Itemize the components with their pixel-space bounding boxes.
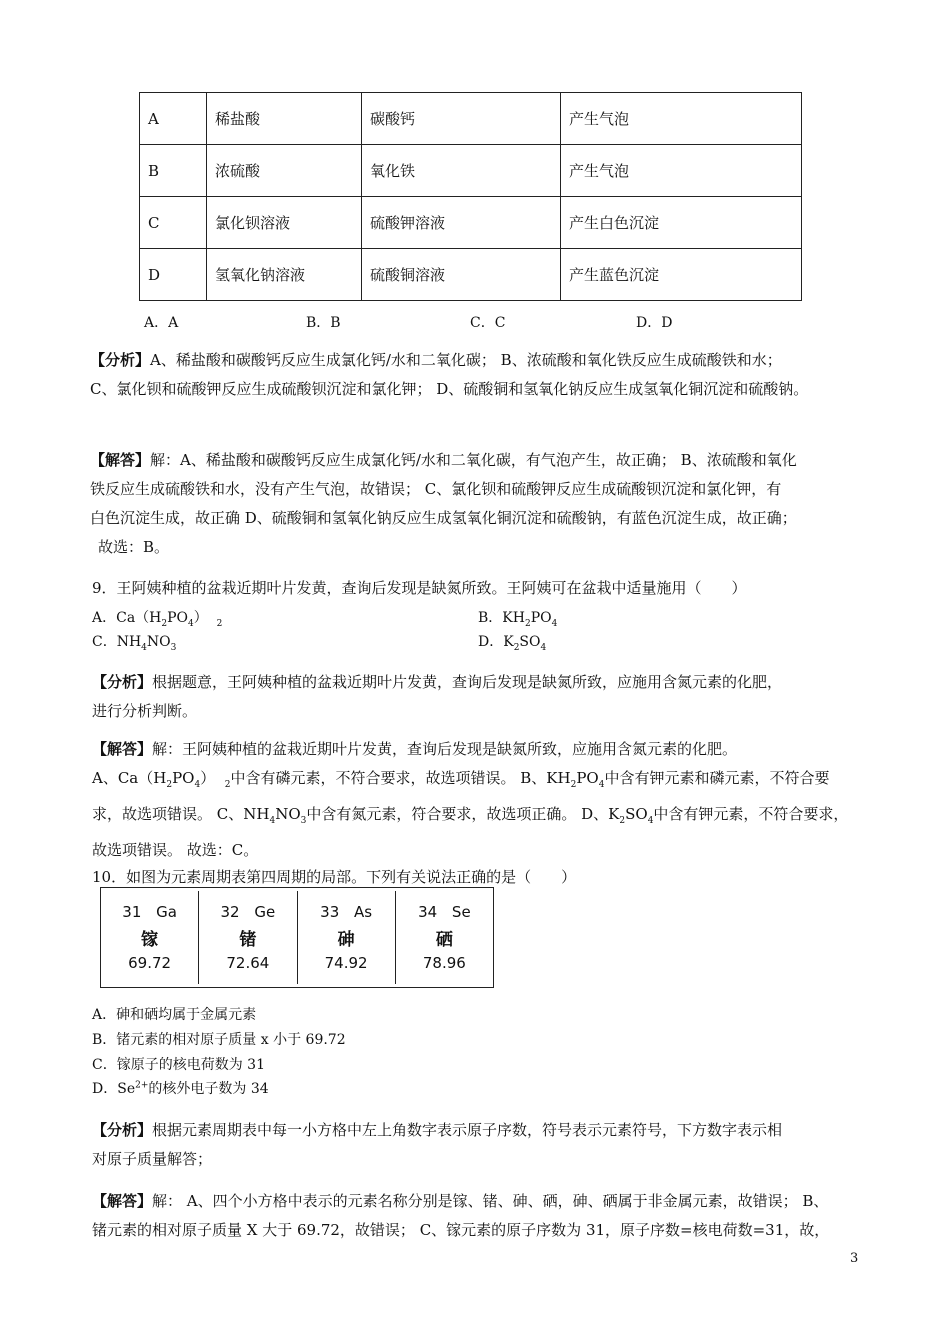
table-row bbox=[140, 197, 802, 249]
q9-analysis bbox=[92, 668, 872, 726]
text: ） bbox=[193, 610, 208, 626]
q9-option-d bbox=[478, 631, 546, 653]
text: PO bbox=[530, 610, 552, 626]
element-cell bbox=[101, 891, 199, 984]
q10-option-a: A．砷和硒均属于金属元素 bbox=[92, 1007, 257, 1023]
table-cell: C bbox=[140, 197, 207, 249]
table-cell: 氯化钡溶液 bbox=[207, 197, 362, 249]
answer-label: 【解答】 bbox=[92, 740, 153, 758]
element-mass: 72.64 bbox=[226, 954, 270, 972]
text: 4 bbox=[551, 618, 558, 629]
q8-option-d: D．D bbox=[636, 315, 673, 331]
text: 4 bbox=[188, 618, 194, 629]
table-cell: 产生白色沉淀 bbox=[561, 197, 802, 249]
element-cell bbox=[199, 891, 297, 984]
table-row bbox=[140, 145, 802, 197]
table-cell: 产生气泡 bbox=[561, 145, 802, 197]
element-mass: 78.96 bbox=[422, 954, 466, 972]
text: 2 bbox=[166, 780, 173, 790]
answer-text: 锗元素的相对原子质量 X 大于 69.72，故错误； C、镓元素的原子序数为 31，原子序数=核电荷数=31，故， bbox=[92, 1221, 830, 1239]
analysis-text: 对原子质量解答； bbox=[92, 1150, 213, 1168]
element-cell bbox=[298, 891, 396, 984]
analysis-text: A、稀盐酸和碳酸钙反应生成氯化钙/水和二氧化碳； B、浓硫酸和氧化铁反应生成硫酸铁和水； bbox=[150, 351, 782, 369]
q9-option-c bbox=[92, 631, 176, 653]
element-number-symbol: 32 Ge bbox=[220, 903, 276, 921]
text: 4 bbox=[141, 642, 147, 653]
table-cell: A bbox=[140, 93, 207, 145]
text: A．Ca（H bbox=[92, 610, 162, 626]
text: SO bbox=[625, 805, 648, 823]
text: 2 bbox=[161, 618, 168, 629]
answer-label: 【解答】 bbox=[90, 451, 151, 469]
text: NO bbox=[146, 634, 171, 650]
text: 中含有钾元素和磷元素，不符合要 bbox=[604, 769, 830, 787]
page-number: 3 bbox=[850, 1251, 859, 1266]
q8-option-c: C．C bbox=[470, 315, 506, 331]
text: D．Se bbox=[92, 1081, 136, 1097]
text: 4 bbox=[647, 816, 654, 826]
text: 2 bbox=[224, 780, 231, 790]
analysis-label: 【分析】 bbox=[90, 351, 151, 369]
answer-text: 故选项错误。 故选：C。 bbox=[92, 841, 259, 859]
answer-text: 白色沉淀生成，故正确 D、硫酸铜和氢氧化钠反应生成氢氧化铜沉淀和硫酸钠，有蓝色沉淀生成，故正确； bbox=[90, 509, 797, 527]
analysis-text: 根据元素周期表中每一小方格中左上角数字表示原子序数，符号表示元素符号，下方数字表示相 bbox=[152, 1121, 783, 1139]
q8-option-b: B．B bbox=[306, 315, 341, 331]
element-name: 镓 bbox=[141, 930, 159, 950]
element-mass: 74.92 bbox=[324, 954, 368, 972]
text: B．KH bbox=[478, 610, 525, 626]
analysis-label: 【分析】 bbox=[92, 673, 153, 691]
text: PO bbox=[576, 769, 599, 787]
table-cell: 产生蓝色沉淀 bbox=[561, 249, 802, 301]
text: 2 bbox=[513, 642, 520, 653]
answer-text: 解：A、稀盐酸和碳酸钙反应生成氯化钙/水和二氧化碳，有气泡产生，故正确； B、浓硫酸和氧化 bbox=[150, 451, 797, 469]
answer-text: 故选：B。 bbox=[98, 538, 170, 556]
table-cell: 碳酸钙 bbox=[362, 93, 561, 145]
q10-option-b: B．锗元素的相对原子质量 x 小于 69.72 bbox=[92, 1032, 346, 1048]
text: 2 bbox=[216, 618, 223, 629]
element-number-symbol: 33 As bbox=[320, 903, 373, 921]
table-cell: D bbox=[140, 249, 207, 301]
table-cell: 氧化铁 bbox=[362, 145, 561, 197]
text: A、Ca（H bbox=[92, 769, 167, 787]
table-cell: 硫酸钾溶液 bbox=[362, 197, 561, 249]
text: 4 bbox=[269, 816, 276, 826]
q9-option-b bbox=[478, 607, 557, 629]
q8-table bbox=[139, 92, 802, 301]
text: 3 bbox=[170, 642, 177, 653]
analysis-text: C、氯化钡和硫酸钾反应生成硫酸钡沉淀和氯化钾； D、硫酸铜和氢氧化钠反应生成氢氧化铜沉淀和硫酸钠。 bbox=[90, 380, 809, 398]
text: SO bbox=[519, 634, 541, 650]
table-row bbox=[140, 93, 802, 145]
q10-answer bbox=[92, 1187, 892, 1245]
text: NO bbox=[275, 805, 301, 823]
text: PO bbox=[167, 610, 189, 626]
q10-option-d bbox=[92, 1078, 269, 1098]
text: 2 bbox=[524, 618, 531, 629]
text: 4 bbox=[194, 780, 201, 790]
text: D．K bbox=[478, 634, 514, 650]
text: 求，故选项错误。 C、NH bbox=[92, 805, 270, 823]
element-name: 硒 bbox=[435, 930, 453, 950]
q10-question: 10．如图为元素周期表第四周期的局部。下列有关说法正确的是（ ） bbox=[92, 868, 577, 886]
q8-analysis bbox=[90, 346, 890, 404]
text: 的核外电子数为 34 bbox=[148, 1081, 269, 1097]
text: 4 bbox=[540, 642, 547, 653]
text: 2 bbox=[570, 780, 577, 790]
periodic-table-fragment bbox=[100, 887, 494, 988]
element-cell bbox=[396, 891, 493, 984]
answer-text bbox=[92, 800, 872, 836]
table-row bbox=[140, 249, 802, 301]
answer-text: 铁反应生成硫酸铁和水，没有产生气泡，故错误； C、氯化钡和硫酸钾反应生成硫酸钡沉淀和氯化钾，有 bbox=[90, 480, 782, 498]
text: 2+ bbox=[135, 1080, 149, 1091]
analysis-text: 根据题意，王阿姨种植的盆栽近期叶片发黄，查询后发现是缺氮所致，应施用含氮元素的化肥， bbox=[152, 673, 783, 691]
element-number-symbol: 31 Ga bbox=[122, 903, 177, 921]
answer-text: 解： A、四个小方格中表示的元素名称分别是镓、锗、砷、硒，砷、硒属于非金属元素，故错误； B、 bbox=[152, 1192, 829, 1210]
answer-label: 【解答】 bbox=[92, 1192, 153, 1210]
q9-question: 9．王阿姨种植的盆栽近期叶片发黄，查询后发现是缺氮所致。王阿姨可在盆栽中适量施用（ ） bbox=[92, 579, 747, 597]
text: C．NH bbox=[92, 634, 142, 650]
table-cell: B bbox=[140, 145, 207, 197]
table-cell: 浓硫酸 bbox=[207, 145, 362, 197]
table-cell: 氢氧化钠溶液 bbox=[207, 249, 362, 301]
text: 2 bbox=[619, 816, 626, 826]
element-number-symbol: 34 Se bbox=[418, 903, 471, 921]
text: 4 bbox=[598, 780, 605, 790]
answer-text bbox=[92, 764, 872, 800]
analysis-text: 进行分析判断。 bbox=[92, 702, 198, 720]
element-name: 锗 bbox=[239, 930, 257, 950]
q9-option-a bbox=[92, 607, 222, 629]
text: PO bbox=[172, 769, 195, 787]
q10-analysis bbox=[92, 1116, 872, 1174]
q10-option-c: C．镓原子的核电荷数为 31 bbox=[92, 1057, 265, 1073]
element-name: 砷 bbox=[337, 930, 355, 950]
q8-option-a: A．A bbox=[144, 315, 179, 331]
text: 中含有氮元素，符合要求，故选项正确。 D、K bbox=[306, 805, 620, 823]
table-cell: 硫酸铜溶液 bbox=[362, 249, 561, 301]
table-cell: 稀盐酸 bbox=[207, 93, 362, 145]
text: ） bbox=[200, 769, 216, 787]
q8-answer bbox=[90, 446, 890, 562]
answer-text: 解：王阿姨种植的盆栽近期叶片发黄，查询后发现是缺氮所致，应施用含氮元素的化肥。 bbox=[152, 740, 738, 758]
table-cell: 产生气泡 bbox=[561, 93, 802, 145]
text: 3 bbox=[300, 816, 307, 826]
q9-answer bbox=[92, 735, 872, 865]
text: 中含有钾元素，不符合要求， bbox=[653, 805, 849, 823]
analysis-label: 【分析】 bbox=[92, 1121, 153, 1139]
element-mass: 69.72 bbox=[128, 954, 172, 972]
text: 中含有磷元素，不符合要求，故选项错误。 B、KH bbox=[230, 769, 571, 787]
